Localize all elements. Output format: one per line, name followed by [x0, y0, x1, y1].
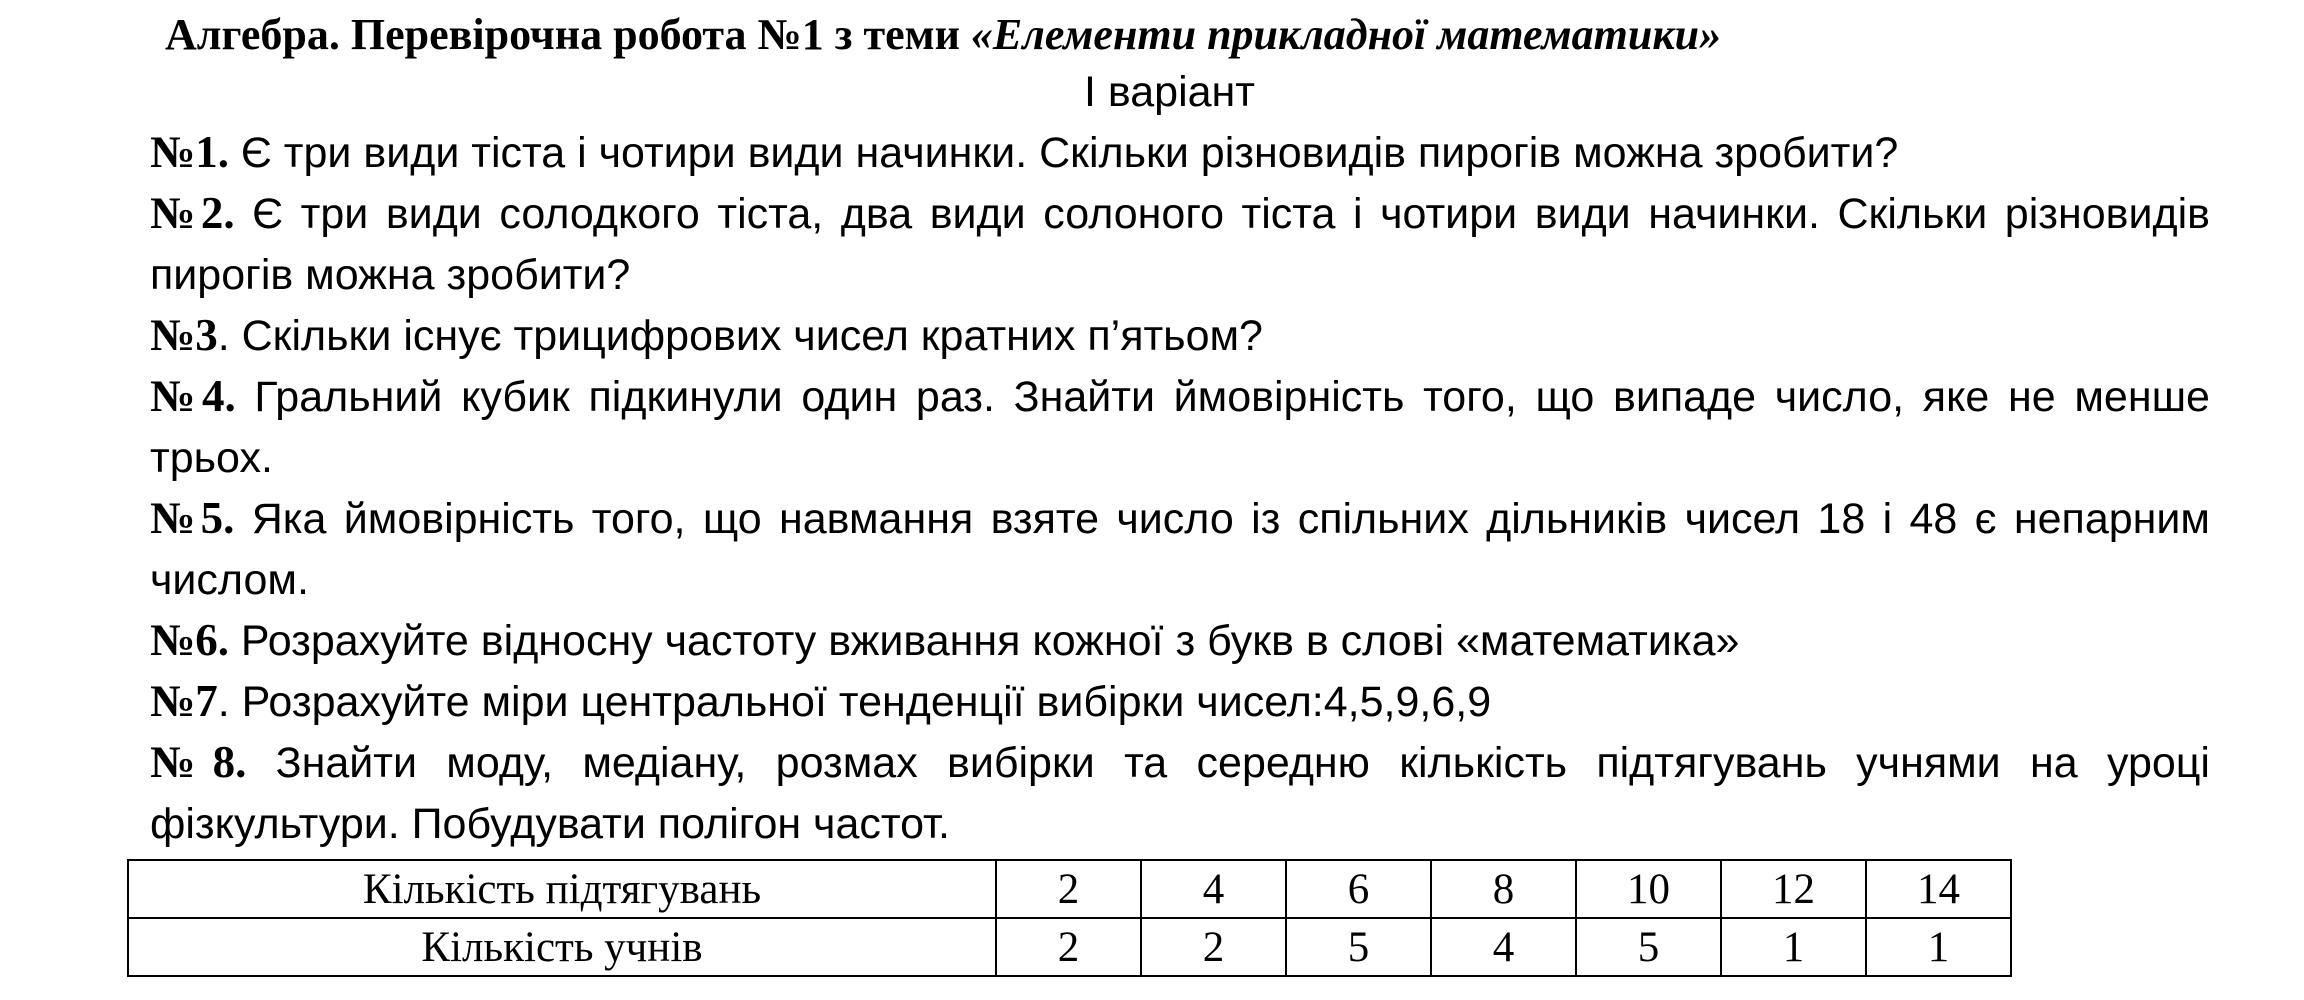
table-cell: 6	[1286, 860, 1431, 918]
task-7-number: №7	[150, 676, 218, 726]
task-7	[150, 671, 2210, 733]
row-header-pullups: Кількість підтягувань	[128, 860, 996, 918]
task-3-text: . Скільки існує трицифрових чисел кратних п’ятьом?	[217, 312, 1263, 360]
table-cell: 5	[1576, 918, 1721, 976]
table-cell: 8	[1431, 860, 1576, 918]
task-2-number: №2.	[150, 188, 235, 238]
row-header-students: Кількість учнів	[128, 918, 996, 976]
task-5-number: №5.	[150, 493, 235, 543]
frequency-table	[127, 859, 2012, 977]
task-8	[150, 732, 2210, 855]
task-4	[150, 366, 2210, 489]
table-cell: 2	[1141, 918, 1286, 976]
task-6	[150, 610, 2210, 672]
table-cell: 2	[996, 918, 1141, 976]
task-2-text: Є три види солодкого тіста, два види солоного тіста і чотири види начинки. Скільки різновидів пирогів можна зробити?	[150, 190, 2210, 299]
task-6-number: №6.	[150, 615, 229, 665]
table-cell: 14	[1866, 860, 2011, 918]
table-cell: 1	[1866, 918, 2011, 976]
task-1-number: №1.	[150, 127, 229, 177]
task-2	[150, 183, 2210, 306]
task-4-text: Гральний кубик підкинули один раз. Знайти ймовірність того, що випаде число, яке не менше трьох.	[150, 373, 2210, 482]
task-4-number: №4.	[150, 371, 236, 421]
table-cell: 4	[1431, 918, 1576, 976]
variant-label: І варіант	[1084, 68, 1255, 116]
task-5	[150, 488, 2210, 611]
document-title	[165, 8, 1721, 62]
table-cell: 12	[1721, 860, 1866, 918]
table-cell: 4	[1141, 860, 1286, 918]
title-topic: «Елементи прикладної математики»	[970, 10, 1722, 59]
table-cell: 5	[1286, 918, 1431, 976]
title-prefix: Алгебра. Перевірочна робота №1 з теми	[165, 10, 971, 59]
task-8-text: Знайти моду, медіану, розмах вибірки та середню кількість підтягувань учнями на уроці фізкультури. Побудувати полігон частот.	[150, 739, 2210, 848]
task-1	[150, 122, 2210, 184]
task-3-number: №3	[150, 310, 218, 360]
task-6-text: Розрахуйте відносну частоту вживання кожної з букв в слові «математика»	[228, 617, 1740, 665]
table-cell: 1	[1721, 918, 1866, 976]
table-row	[128, 918, 2011, 976]
task-3	[150, 305, 2210, 367]
table-row	[128, 860, 2011, 918]
task-8-number: №8.	[150, 737, 247, 787]
task-1-text: Є три види тіста і чотири види начинки. Скільки різновидів пирогів можна зробити?	[228, 129, 1899, 177]
task-7-text: . Розрахуйте міри центральної тенденції вибірки чисел:4,5,9,6,9	[217, 678, 1492, 726]
task-5-text: Яка ймовірність того, що навмання взяте число із спільних дільників чисел 18 і 48 є непарним числом.	[150, 495, 2210, 604]
table-cell: 2	[996, 860, 1141, 918]
table-cell: 10	[1576, 860, 1721, 918]
